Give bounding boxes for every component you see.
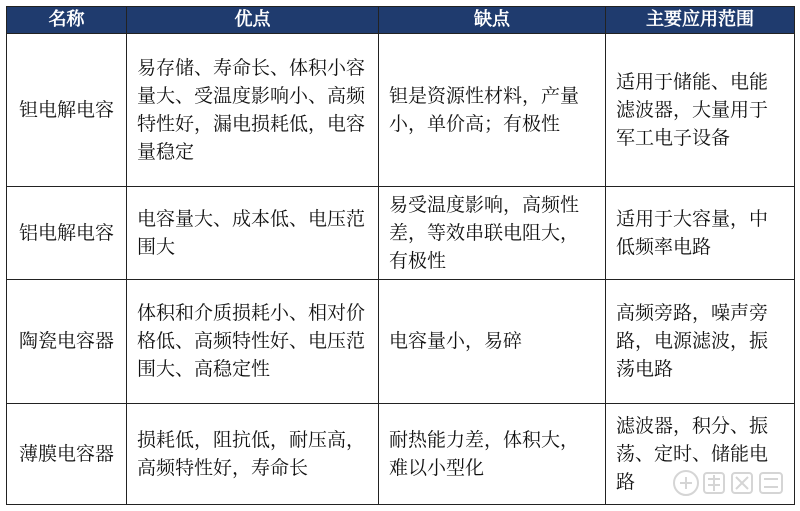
pros-cell: 易存储、寿命长、体积小容量大、受温度影响小、高频特性好，漏电损耗低，电容量稳定 bbox=[127, 34, 379, 187]
header-pros: 优点 bbox=[127, 7, 379, 34]
applications-cell: 适用于大容量，中低频率电路 bbox=[606, 186, 795, 279]
table-row bbox=[7, 404, 795, 505]
applications-cell: 滤波器，积分、振荡、定时、储能电路 bbox=[606, 404, 795, 505]
table-body bbox=[7, 34, 795, 505]
pros-cell: 电容量大、成本低、电压范围大 bbox=[127, 186, 379, 279]
capacitor-name: 陶瓷电容器 bbox=[7, 279, 127, 403]
table-header bbox=[7, 7, 795, 34]
applications-cell: 高频旁路，噪声旁路，电源滤波，振荡电路 bbox=[606, 279, 795, 403]
capacitor-name: 钽电解电容 bbox=[7, 34, 127, 187]
header-row bbox=[7, 7, 795, 34]
cons-cell: 钽是资源性材料，产量小，单价高；有极性 bbox=[379, 34, 606, 187]
header-cons: 缺点 bbox=[379, 7, 606, 34]
cons-cell: 易受温度影响，高频性差，等效串联电阻大，有极性 bbox=[379, 186, 606, 279]
header-name: 名称 bbox=[7, 7, 127, 34]
table-row bbox=[7, 186, 795, 279]
cons-cell: 耐热能力差，体积大，难以小型化 bbox=[379, 404, 606, 505]
applications-cell: 适用于储能、电能滤波器，大量用于军工电子设备 bbox=[606, 34, 795, 187]
pros-cell: 体积和介质损耗小、相对价格低、高频特性好、电压范围大、高稳定性 bbox=[127, 279, 379, 403]
table-row bbox=[7, 34, 795, 187]
capacitor-name: 铝电解电容 bbox=[7, 186, 127, 279]
capacitor-comparison-table bbox=[6, 6, 795, 505]
table-row bbox=[7, 279, 795, 403]
cons-cell: 电容量小，易碎 bbox=[379, 279, 606, 403]
header-applications: 主要应用范围 bbox=[606, 7, 795, 34]
pros-cell: 损耗低，阻抗低，耐压高，高频特性好，寿命长 bbox=[127, 404, 379, 505]
capacitor-name: 薄膜电容器 bbox=[7, 404, 127, 505]
